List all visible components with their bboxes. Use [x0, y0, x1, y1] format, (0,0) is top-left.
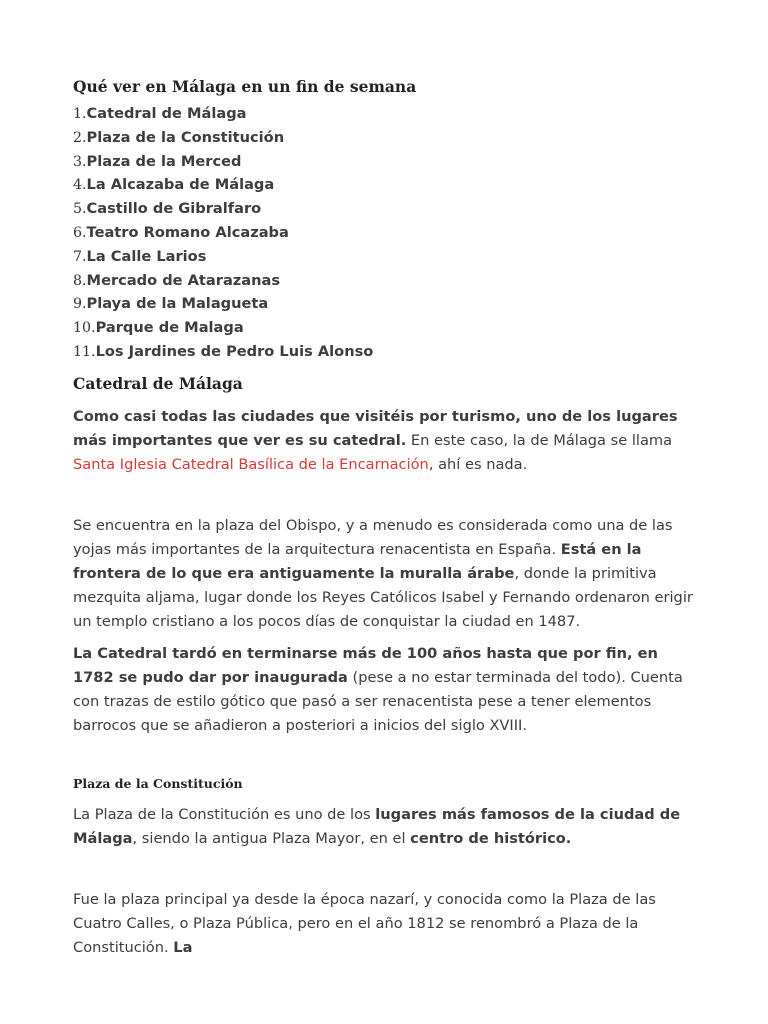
catedral-link[interactable]: Santa Iglesia Catedral Basílica de la Encarnación [73, 455, 429, 473]
toc-item[interactable] [73, 221, 373, 245]
body-text: , ahí es nada. [428, 455, 528, 473]
toc-number: 3. [73, 153, 87, 170]
body-text: (pese a no estar terminada del todo). Cuenta con trazas de estilo gótico que pasó a ser renacentista pese a tener elementos barrocos que se añadieron a posteriori a inicios del siglo XVIII. [73, 668, 683, 734]
toc-number: 6. [73, 224, 87, 241]
toc-number: 10. [73, 320, 96, 337]
body-text: La Plaza de la Constitución es uno de los [73, 806, 376, 823]
toc-label: Mercado de Atarazanas [86, 271, 281, 289]
toc-label: Los Jardines de Pedro Luis Alonso [95, 342, 374, 360]
toc-item[interactable] [73, 173, 373, 197]
toc-label: Teatro Romano Alcazaba [86, 223, 289, 241]
bold-text: La [173, 938, 193, 956]
toc-number: 2. [73, 129, 87, 146]
body-text: , donde la primitiva mezquita aljama, lugar donde los Reyes Católicos Isabel y Fernando ordenaron erigir un templo cristiano a los pocos días de conquistar la ciudad en 1487. [73, 564, 693, 630]
toc-number: 7. [73, 248, 87, 265]
body-text: En este caso, la de Málaga se llama [406, 431, 673, 449]
toc-number: 1. [73, 106, 87, 122]
body-text: Se encuentra en la plaza del Obispo, y a menudo es considerada como una de las yojas más importantes de la arquitectura renacentista en España. [73, 517, 673, 558]
paragraph-catedral-location [73, 514, 703, 634]
toc-label: Castillo de Gibralfaro [86, 200, 262, 218]
toc-number: 8. [73, 272, 87, 289]
toc-number: 5. [73, 201, 87, 218]
article-title: Qué ver en Málaga en un fin de semana [73, 77, 417, 96]
toc-item[interactable] [73, 269, 373, 293]
toc-label: Catedral de Málaga [86, 105, 247, 122]
toc-label: Playa de la Malagueta [86, 295, 269, 313]
bold-text: Como casi todas las ciudades que visitéis por turismo, uno de los lugares más importantes que ver es su catedral. [73, 408, 678, 449]
section-heading-catedral: Catedral de Málaga [73, 374, 243, 393]
paragraph-catedral-intro [73, 405, 703, 477]
toc-number: 4. [73, 177, 87, 194]
toc-item[interactable] [73, 292, 373, 316]
toc-number: 9. [73, 296, 87, 313]
paragraph-plaza-history [73, 888, 703, 960]
bold-text: lugares más famosos de la ciudad de Málaga [73, 806, 681, 847]
table-of-contents [73, 102, 373, 364]
toc-item[interactable] [73, 340, 373, 364]
bold-text: La Catedral tardó en terminarse más de 100 años hasta que por fin, en 1782 se pudo dar por inaugurada [73, 645, 658, 686]
toc-label: La Calle Larios [86, 247, 207, 265]
toc-item[interactable] [73, 197, 373, 221]
section-heading-plaza: Plaza de la Constitución [73, 776, 243, 791]
paragraph-catedral-history [73, 642, 703, 738]
bold-text: Está en la frontera de lo que era antiguamente la muralla árabe [73, 540, 642, 582]
toc-number: 11. [73, 343, 96, 360]
toc-label: Parque de Malaga [95, 319, 244, 337]
toc-item[interactable] [73, 150, 373, 174]
paragraph-plaza-intro [73, 803, 703, 851]
toc-item[interactable] [73, 102, 373, 126]
body-text: Fue la plaza principal ya desde la época nazarí, y conocida como la Plaza de las Cuatro Calles, o Plaza Pública, pero en el año 1812 se renombró a Plaza de la Constitución. [73, 891, 656, 956]
toc-item[interactable] [73, 126, 373, 150]
toc-label: Plaza de la Merced [86, 152, 242, 170]
toc-item[interactable] [73, 245, 373, 269]
toc-label: La Alcazaba de Málaga [86, 176, 275, 194]
bold-text: centro de histórico. [410, 829, 572, 847]
body-text: , siendo la antigua Plaza Mayor, en el [132, 829, 411, 847]
toc-item[interactable] [73, 316, 373, 340]
toc-label: Plaza de la Constitución [86, 128, 285, 146]
